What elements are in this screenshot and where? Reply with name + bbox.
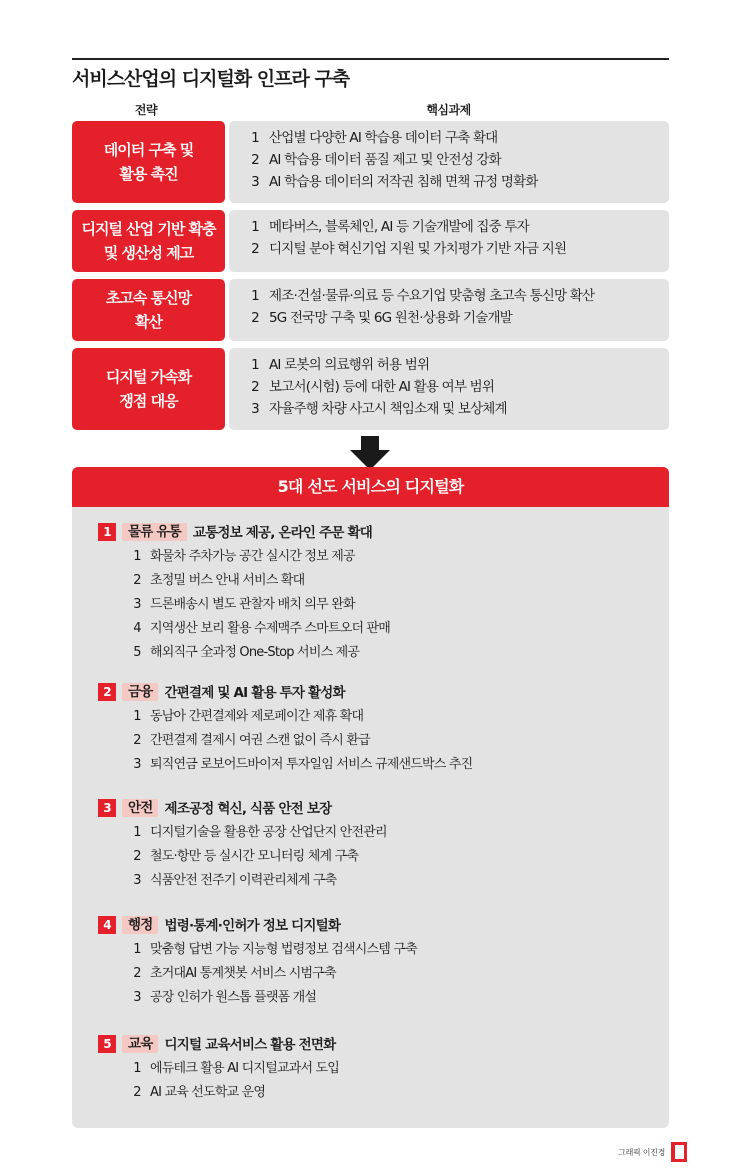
list-item [98,986,417,1010]
panel-title: 5대 선도 서비스의 디지털화 [72,467,669,507]
service-section [98,681,472,777]
service-section [98,1033,339,1105]
down-arrow-icon [350,436,390,470]
task-item [247,238,669,260]
item-number: 2 [133,849,141,864]
section-category: 물류 유통 [122,523,187,541]
item-number: 1 [133,709,141,724]
section-number: 3 [98,799,116,817]
strategy-label [72,279,225,341]
list-item [98,569,390,593]
section-heading [98,681,472,705]
section-heading [98,1033,339,1057]
item-number: 4 [133,621,141,636]
item-text: 디지털기술을 활용한 공장 산업단지 안전관리 [150,825,387,840]
item-text: 공장 인허가 원스톱 플랫폼 개설 [150,990,317,1005]
item-text: 초정밀 버스 안내 서비스 확대 [150,573,305,588]
item-text: 화물차 주차가능 공간 실시간 정보 제공 [150,549,355,564]
item-number: 1 [133,1061,141,1076]
item-number: 1 [133,549,141,564]
section-category: 행정 [122,916,158,934]
task-list [229,121,669,203]
list-item [98,1057,339,1081]
item-text: 드론배송시 별도 관찰자 배치 의무 완화 [150,597,355,612]
task-text: AI 로봇의 의료행위 허용 범위 [269,357,430,373]
task-number: 2 [251,310,259,326]
item-text: 식품안전 전주기 이력관리체계 구축 [150,873,337,888]
item-text: 퇴직연금 로보어드바이저 투자일임 서비스 규제샌드박스 추진 [150,757,473,772]
graphic-credit: 그래픽 이진경 [618,1148,665,1157]
top-rule [72,58,669,60]
list-item [98,962,417,986]
list-item [98,869,387,893]
item-text: 초거대AI 통계챗봇 서비스 시범구축 [150,966,336,981]
item-text: 동남아 간편결제와 제로페이간 제휴 확대 [150,709,364,724]
item-number: 2 [133,966,141,981]
task-text: 자율주행 차량 사고시 책임소재 및 보상체계 [269,401,507,417]
task-item [247,216,669,238]
strategy-label [72,121,225,203]
list-item [98,617,390,641]
list-item [98,938,417,962]
item-number: 2 [133,573,141,588]
section-number: 5 [98,1035,116,1053]
services-panel [72,467,669,1128]
section-category: 금융 [122,683,158,701]
task-number: 1 [251,130,259,146]
task-item [247,307,669,329]
section-heading [98,914,417,938]
strategy-label-line: 및 생산성 제고 [103,244,194,262]
task-item [247,149,669,171]
strategy-row [72,121,669,203]
section-category: 교육 [122,1035,158,1053]
task-item [247,285,669,307]
list-item [98,729,472,753]
task-number: 2 [251,241,259,257]
item-number: 2 [133,733,141,748]
item-number: 1 [133,825,141,840]
strategy-label [72,210,225,272]
item-number: 3 [133,597,141,612]
task-list [229,210,669,272]
list-item [98,753,472,777]
item-number: 3 [133,757,141,772]
task-text: 메타버스, 블록체인, AI 등 기술개발에 집중 투자 [269,219,529,235]
task-text: AI 학습용 데이터 품질 제고 및 안전성 강화 [269,152,501,168]
strategy-label-line: 확산 [135,313,162,331]
list-item [98,845,387,869]
item-number: 3 [133,990,141,1005]
strategy-label-line: 디지털 산업 기반 확충 [81,220,216,238]
strategy-label-line: 활용 촉진 [119,165,178,183]
section-category: 안전 [122,799,158,817]
list-item [98,545,390,569]
strategy-header: 전략 [134,103,158,117]
task-text: 5G 전국망 구축 및 6G 원천·상용화 기술개발 [269,310,512,326]
task-item [247,376,669,398]
item-number: 2 [133,1085,141,1100]
task-list [229,279,669,341]
list-item [98,641,390,665]
task-item [247,171,669,193]
strategy-label-line: 디지털 가속화 [105,368,192,386]
page-title: 서비스산업의 디지털화 인프라 구축 [72,68,350,90]
list-item [98,705,472,729]
section-number: 2 [98,683,116,701]
section-headline: 디지털 교육서비스 활용 전면화 [164,1037,336,1053]
section-headline: 간편결제 및 AI 활용 투자 활성화 [164,685,345,701]
task-list [229,348,669,430]
service-section [98,797,387,893]
task-number: 1 [251,288,259,304]
item-text: 철도·항만 등 실시간 모니터링 체계 구축 [150,849,359,864]
section-number: 1 [98,523,116,541]
item-number: 5 [133,645,141,660]
task-number: 3 [251,401,259,417]
service-section [98,914,417,1010]
task-number: 2 [251,379,259,395]
task-text: 제조·건설·물류·의료 등 수요기업 맞춤형 초고속 통신망 확산 [269,288,595,304]
section-headline: 교통정보 제공, 온라인 주문 확대 [192,525,372,541]
item-text: 지역생산 보리 활용 수제맥주 스마트오더 판매 [150,621,391,636]
strategy-label [72,348,225,430]
item-number: 3 [133,873,141,888]
item-text: 에듀테크 활용 AI 디지털교과서 도입 [150,1061,340,1076]
section-heading [98,797,387,821]
item-text: AI 교육 선도학교 운영 [150,1085,266,1100]
list-item [98,1081,339,1105]
task-text: 산업별 다양한 AI 학습용 데이터 구축 확대 [269,130,498,146]
task-number: 1 [251,357,259,373]
task-text: AI 학습용 데이터의 저작권 침해 면책 규정 명확화 [269,174,538,190]
list-item [98,593,390,617]
strategy-row [72,348,669,430]
logo-icon [671,1142,687,1162]
task-item [247,398,669,420]
strategy-row [72,279,669,341]
task-item [247,354,669,376]
task-number: 2 [251,152,259,168]
item-text: 맞춤형 답변 가능 지능형 법령정보 검색시스템 구축 [150,942,417,957]
section-number: 4 [98,916,116,934]
task-number: 3 [251,174,259,190]
item-text: 간편결제 결제시 여권 스캔 없이 즉시 환급 [150,733,370,748]
task-text: 보고서(시험) 등에 대한 AI 활용 여부 범위 [269,379,495,395]
tasks-header: 핵심과제 [426,103,471,117]
task-text: 디지털 분야 혁신기업 지원 및 가치평가 기반 자금 지원 [269,241,567,257]
section-headline: 제조공정 혁신, 식품 안전 보장 [164,801,332,817]
strategy-label-line: 초고속 통신망 [105,289,192,307]
task-item [247,127,669,149]
strategy-label-line: 데이터 구축 및 [103,141,194,159]
task-number: 1 [251,219,259,235]
item-text: 해외직구 全과정 One-Stop 서비스 제공 [150,645,360,660]
list-item [98,821,387,845]
strategy-label-line: 쟁점 대응 [119,392,178,410]
service-section [98,521,390,665]
section-headline: 법령·통계·인허가 정보 디지털화 [164,918,341,934]
strategy-row [72,210,669,272]
section-heading [98,521,390,545]
item-number: 1 [133,942,141,957]
